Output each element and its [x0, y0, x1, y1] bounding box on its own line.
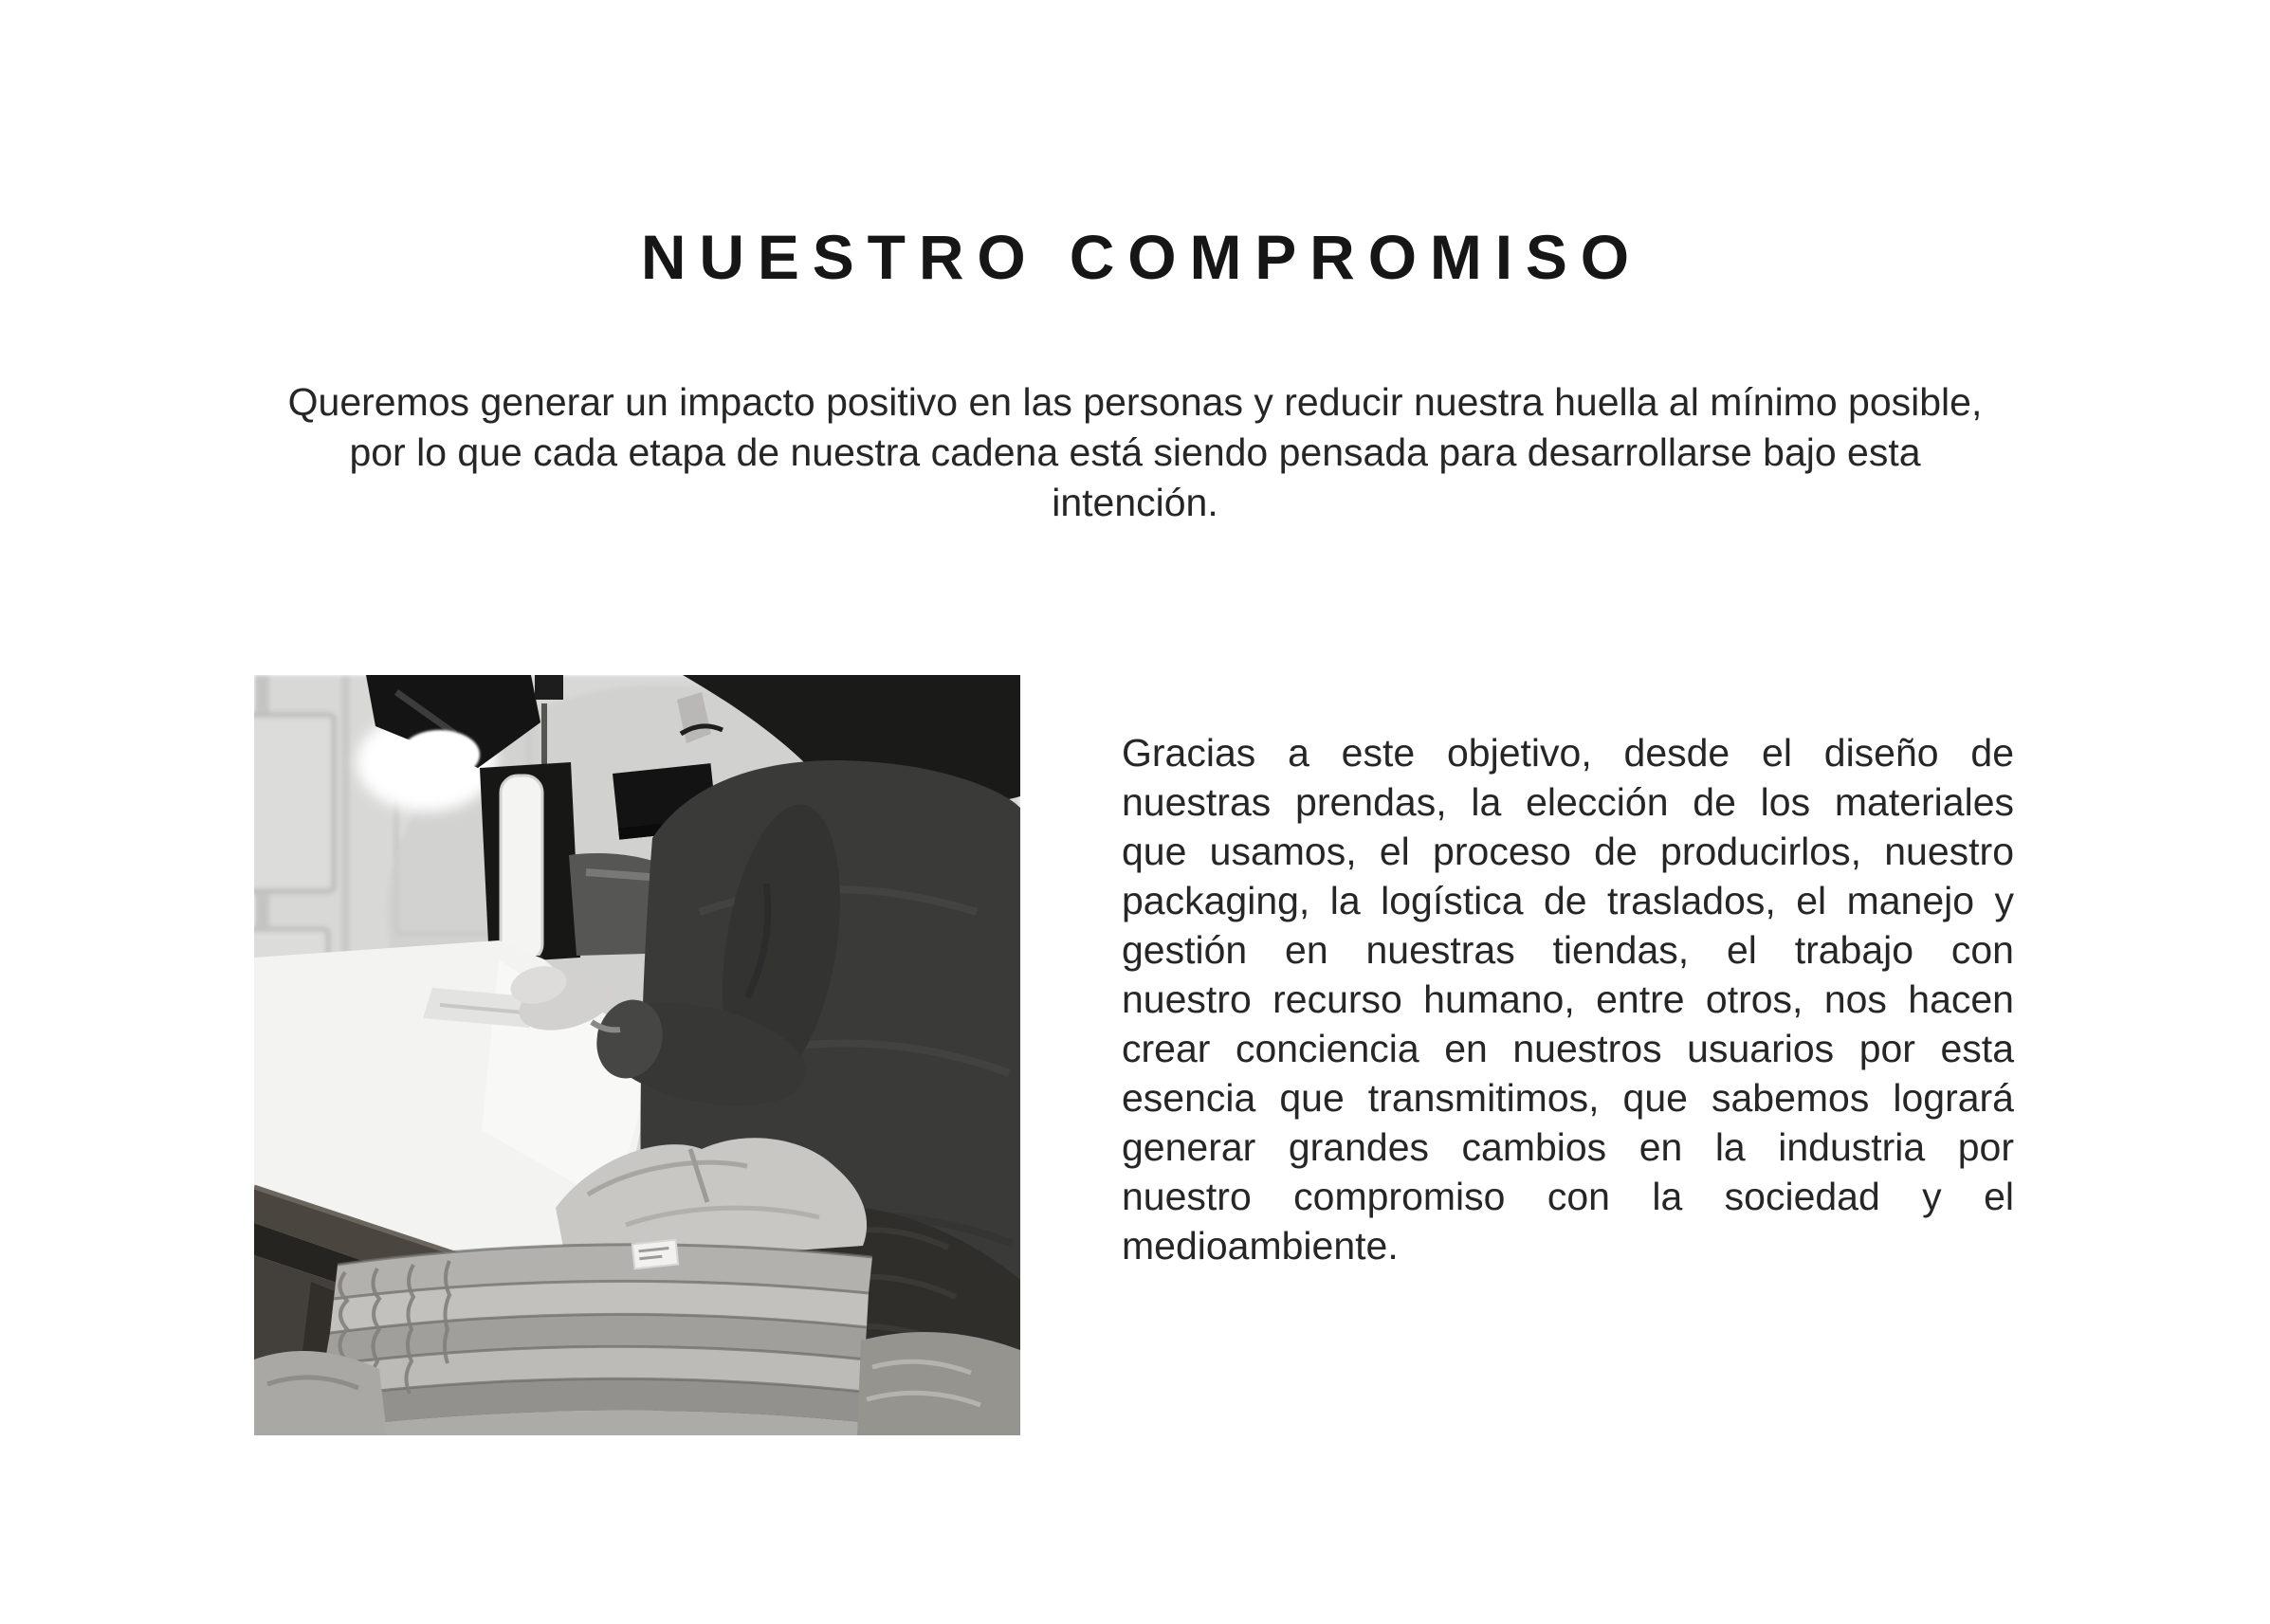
body-line: Gracias a este objetivo, desde el diseño de	[1122, 731, 2014, 775]
sewing-workshop-photo	[254, 675, 1020, 1435]
body-line: que usamos, el proceso de producirlos, nuestro	[1122, 830, 2014, 873]
body-line: packaging, la logística de traslados, el manejo y	[1122, 879, 2014, 922]
body-line: generar grandes cambios en la industria por	[1122, 1125, 2014, 1169]
body-line: crear conciencia en nuestros usuarios por esta	[1122, 1027, 2014, 1070]
body-paragraph	[1122, 728, 2014, 1270]
body-line: esencia que transmitimos, que sabemos logrará	[1122, 1076, 2014, 1120]
page-title: NUESTRO COMPROMISO	[640, 222, 1643, 292]
sewing-workshop-photo-art	[254, 675, 1020, 1435]
body-line: gestión en nuestras tiendas, el trabajo con	[1122, 928, 2014, 972]
intro-line: intención.	[1052, 481, 1218, 524]
body-line: nuestro compromiso con la sociedad y el	[1122, 1175, 2014, 1218]
body-line: nuestro recurso humano, entre otros, nos hacen	[1122, 977, 2014, 1021]
intro-line: Queremos generar un impacto positivo en las personas y reducir nuestra huella al mínimo posible,	[287, 380, 1983, 424]
garment-tag	[632, 1240, 678, 1269]
body-line: medioambiente.	[1122, 1224, 1399, 1268]
intro-paragraph	[139, 377, 2131, 528]
body-line: nuestras prendas, la elección de los materiales	[1122, 780, 2014, 824]
intro-line: por lo que cada etapa de nuestra cadena está siendo pensada para desarrollarse bajo esta	[349, 430, 1921, 474]
